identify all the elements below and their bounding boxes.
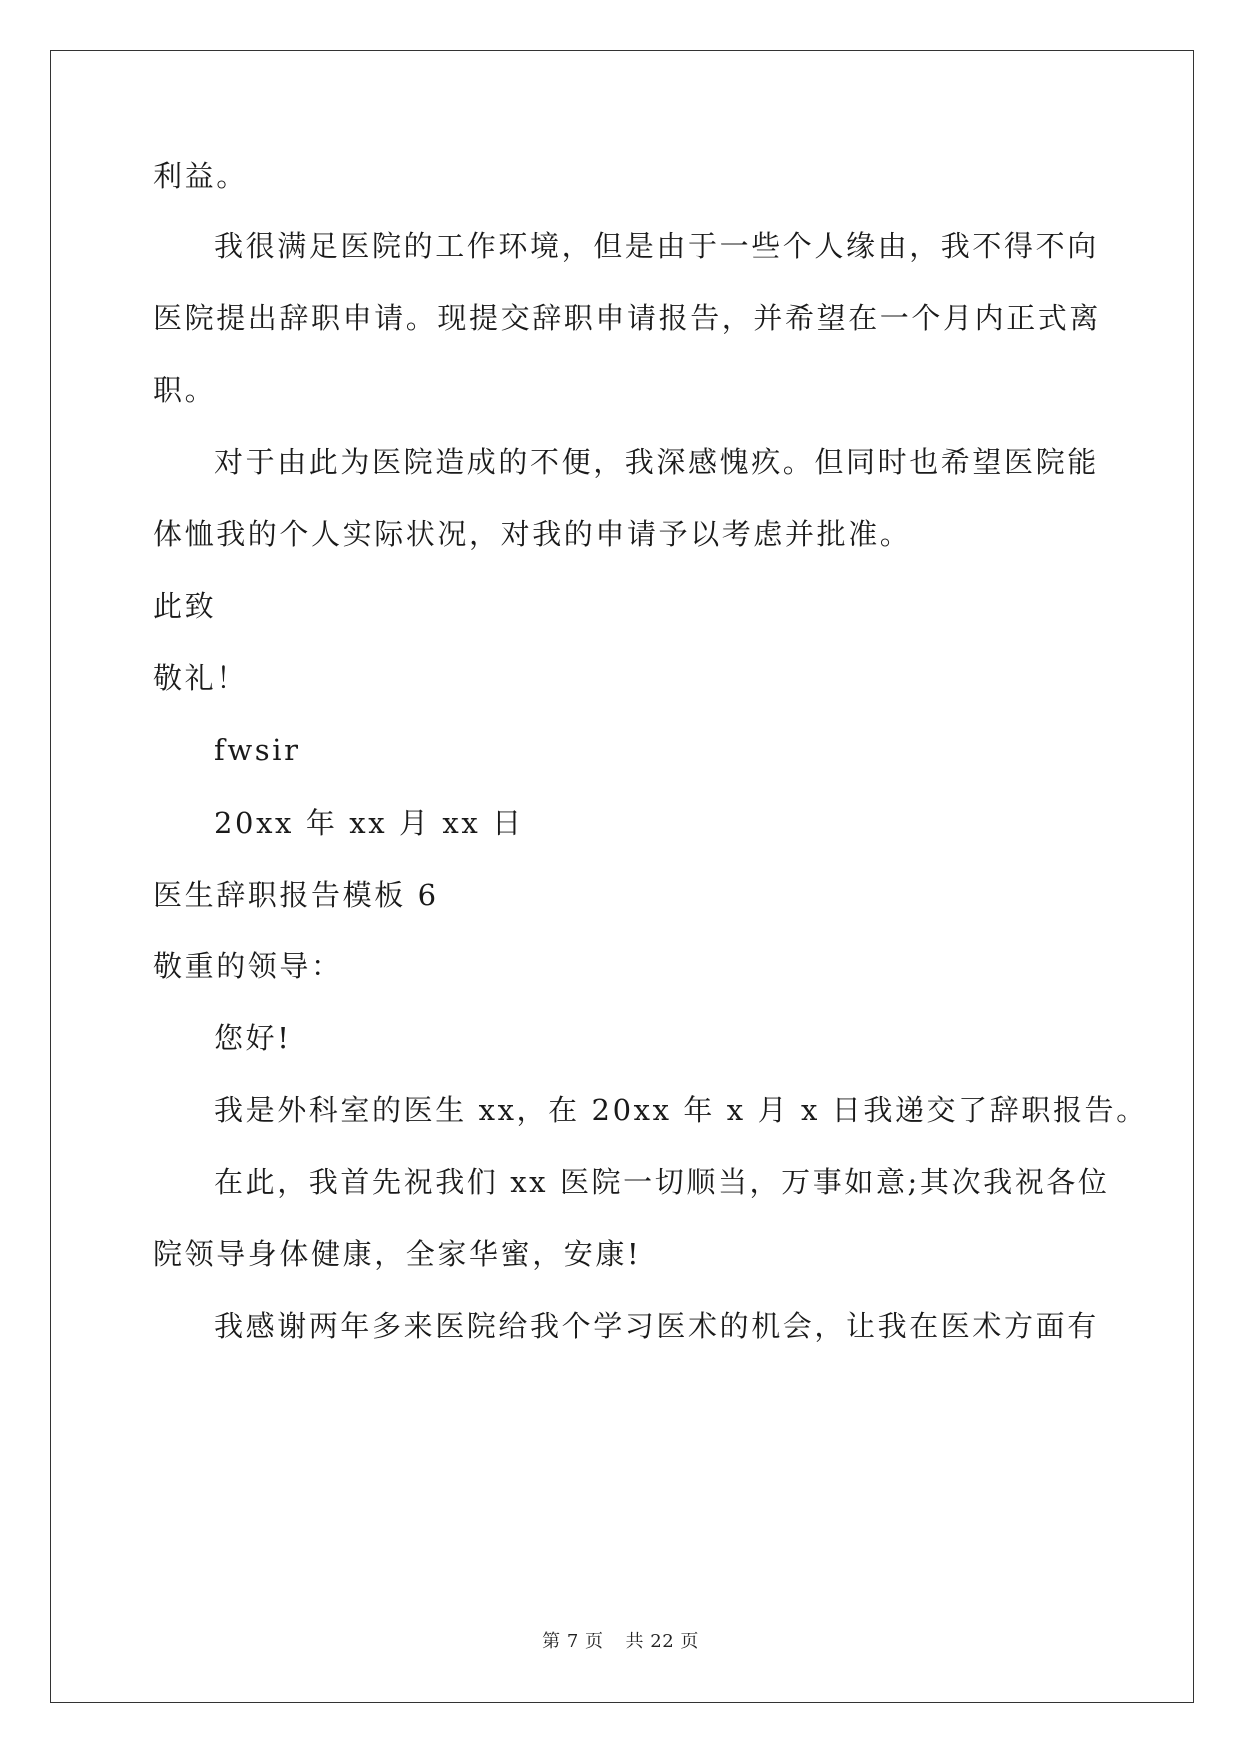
signature-date: 20xx 年 xx 月 xx 日 [214, 806, 524, 840]
body-line-8: 在此，我首先祝我们 xx 医院一切顺当，万事如意;其次我祝各位 [214, 1165, 1110, 1199]
body-line-6: 体恤我的个人实际状况，对我的申请予以考虑并批准。 [153, 517, 912, 551]
body-line-2: 我很满足医院的工作环境，但是由于一些个人缘由，我不得不向 [214, 229, 1099, 263]
body-line-7: 我是外科室的医生 xx，在 20xx 年 x 月 x 日我递交了辞职报告。 [214, 1093, 1148, 1127]
signature-name: fwsir [214, 733, 301, 767]
body-line-3: 医院提出辞职申请。现提交辞职申请报告，并希望在一个月内正式离 [153, 301, 1102, 335]
page-footer [0, 1630, 1241, 1654]
letter-greeting: 敬重的领导： [153, 949, 343, 983]
page-total: 共 22 页 [625, 1631, 699, 1652]
body-line-4: 职。 [153, 373, 217, 407]
body-line-9: 院领导身体健康，全家华蜜，安康! [153, 1237, 642, 1271]
body-line-5: 对于由此为医院造成的不便，我深感愧疚。但同时也希望医院能 [214, 445, 1099, 479]
page-number: 第 7 页 [542, 1631, 604, 1652]
closing-salutation: 此致 [153, 589, 217, 623]
section-title: 医生辞职报告模板 6 [153, 878, 439, 912]
body-line-10: 我感谢两年多来医院给我个学习医术的机会，让我在医术方面有 [214, 1309, 1099, 1343]
letter-hello: 您好! [214, 1021, 292, 1055]
closing-regards: 敬礼！ [153, 661, 248, 695]
body-line-1: 利益。 [153, 159, 248, 193]
